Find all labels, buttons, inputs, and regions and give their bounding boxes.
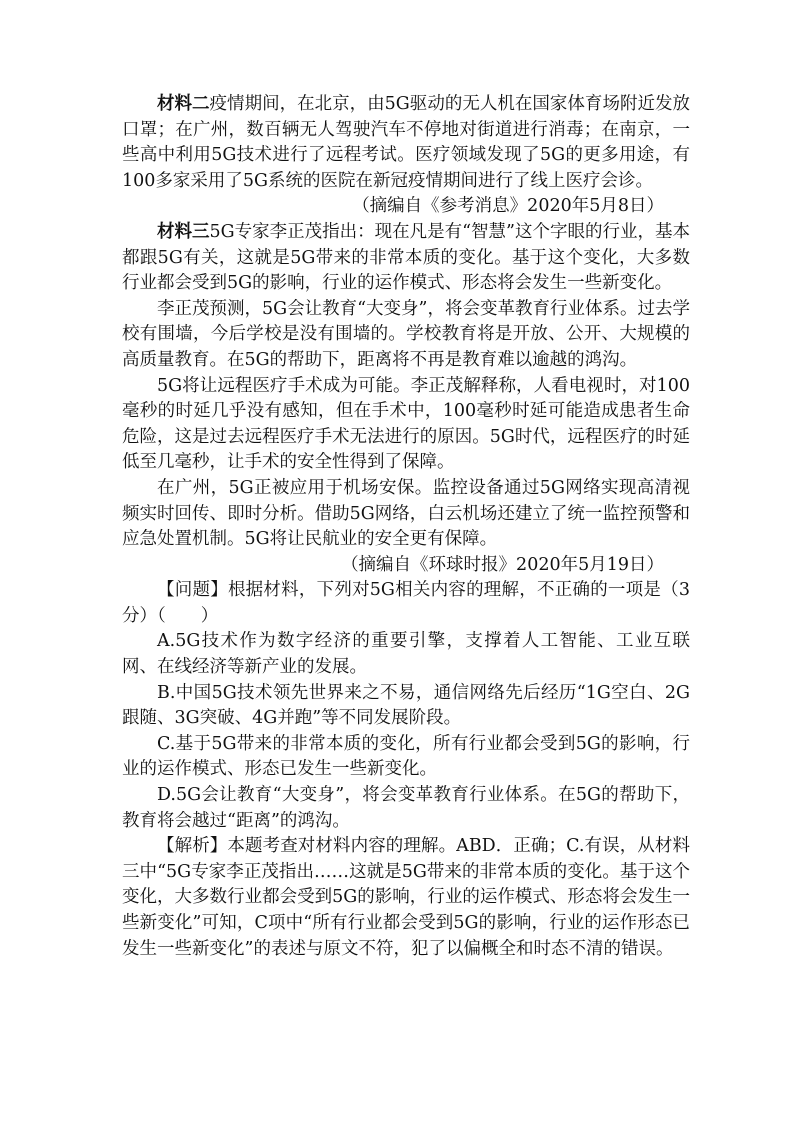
analysis-label: 【解析】 (157, 836, 228, 857)
material3-paragraph-3: 5G将让远程医疗手术成为可能。李正茂解释称，人看电视时，对100毫秒的时延几乎没有感知，但在手术中，100毫秒时延可能造成患者生命危险，这是过去远程医疗手术无法进行的原因。5G时代，远程医疗的时延低至几毫秒，让手术的安全性得到了保障。 (122, 375, 690, 473)
material2-label: 材料二 (157, 94, 210, 114)
option-b: B.中国5G技术领先世界来之不易，通信网络先后经历“1G空白、2G跟随、3G突破、4G并跑”等不同发展阶段。 (122, 682, 690, 729)
material3-text-1: 5G专家李正茂指出：现在凡是有“智慧”这个字眼的行业，基本都跟5G有关，这就是5G带来的非常本质的变化。基于这个变化，大多数行业都会受到5G的影响，行业的运作模式、形态将会发生一些新变化。 (122, 221, 691, 294)
material3-paragraph-2: 李正茂预测，5G会让教育“大变身”，将会变革教育行业体系。过去学校有围墙，今后学校是没有围墙的。学校教育将是开放、公开、大规模的高质量教育。在5G的帮助下，距离将不再是教育难以逾越的鸿沟。 (122, 298, 691, 370)
document-content (122, 92, 690, 962)
material3-source: （摘编自《环球时报》2020年5月19日） (341, 554, 664, 575)
material2-text: 疫情期间，在北京，由5G驱动的无人机在国家体育场附近发放口罩；在广州，数百辆无人驾驶汽车不停地对街道进行消毒；在南京，一些高中利用5G技术进行了远程考试。医疗领域发现了5G的更多用途，有100多家采用了5G系统的医院在新冠疫情期间进行了线上医疗会诊。 (122, 94, 690, 191)
option-c: C.基于5G带来的非常本质的变化，所有行业都会受到5G的影响，行业的运作模式、形态已发生一些新变化。 (122, 733, 690, 780)
analysis-paragraph (122, 834, 690, 962)
material3-label: 材料三 (157, 221, 210, 242)
question-stem (122, 578, 690, 629)
material2-paragraph (122, 92, 690, 194)
option-a: A.5G技术作为数字经济的重要引擎，支撑着人工智能、工业互联网、在线经济等新产业的发展。 (122, 631, 690, 678)
material3-paragraph-4: 在广州，5G正被应用于机场安保。监控设备通过5G网络实现高清视频实时回传、即时分析。借助5G网络，白云机场还建立了统一监控预警和应急处置机制。5G将让民航业的安全更有保障。 (122, 477, 690, 550)
material2-source: （摘编自《参考消息》2020年5月8日） (352, 196, 664, 217)
material3-paragraph-1 (122, 220, 690, 297)
question-label: 【问题】 (157, 580, 228, 601)
question-text: 根据材料，下列对5G相关内容的理解，不正确的一项是（3分）（ ） (122, 580, 691, 626)
option-d: D.5G会让教育“大变身”，将会变革教育行业体系。在5G的帮助下，教育将会越过“距离”的鸿沟。 (122, 785, 690, 831)
analysis-text: 本题考查对材料内容的理解。ABD．正确；C.有误，从材料三中“5G专家李正茂指出……这就是5G带来的非常本质的变化。基于这个变化，大多数行业都会受到5G的影响，行业的运作模式、形态将会发生一些新变化”可知，C项中“所有行业都会受到5G的影响，行业的运作形态已发生一些新变化”的表述与原文不符，犯了以偏概全和时态不清的错误。 (122, 836, 691, 959)
